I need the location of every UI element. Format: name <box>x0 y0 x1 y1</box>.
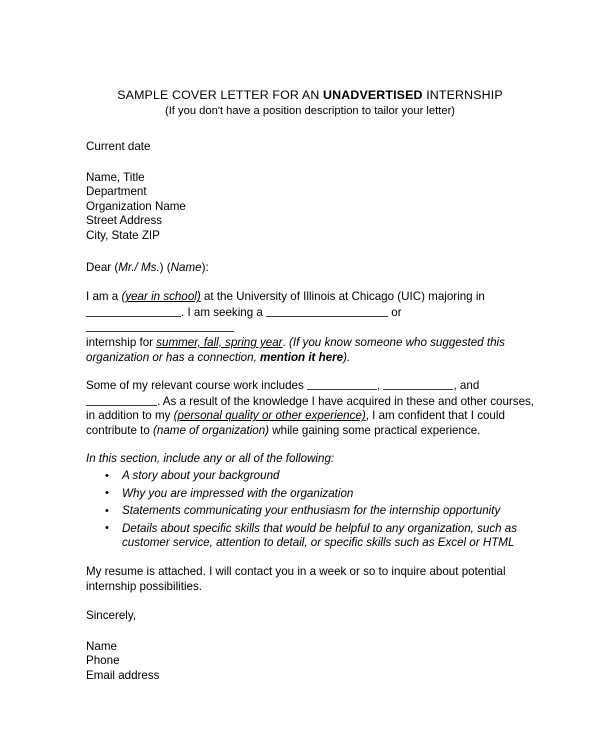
date-line: Current date <box>86 140 151 153</box>
document-title <box>84 88 536 103</box>
list-item: • Details about specific skills that would be helpful to any organization, such as customer service, attention to detail, or specific skills such as Excel or HTML <box>86 522 536 551</box>
salutation-line <box>86 261 536 276</box>
p2-segment-2: , <box>377 379 384 393</box>
list-item: • Statements communicating your enthusiasm for the internship opportunity <box>86 504 536 519</box>
p2-segment-6: while gaining some practical experience. <box>269 423 481 437</box>
p1-segment-3: . I am seeking a <box>181 305 267 319</box>
title-text-before-bold: SAMPLE COVER LETTER FOR AN <box>117 88 324 102</box>
list-item: • A story about your background <box>86 469 536 484</box>
paragraph-closing: My resume is attached. I will contact you in a week or so to inquire about potential internship possibilities. <box>86 565 506 593</box>
p1-parenthetical-open: (If you know someone who suggested this organization or has a connection, <box>86 335 505 364</box>
p2-blank-course-3[interactable] <box>86 394 157 406</box>
p1-segment-5: internship for <box>86 335 157 349</box>
p1-parenthetical-emphasis: mention it here <box>260 350 344 364</box>
section-intro-line: In this section, include any or all of the following: <box>86 451 335 465</box>
p2-blank-course-2[interactable] <box>383 378 453 390</box>
recipient-department: Department <box>86 185 147 199</box>
letter-body <box>86 88 536 684</box>
signature-email: Email address <box>86 669 160 683</box>
sign-off-line: Sincerely, <box>86 609 137 623</box>
title-text-after-bold: INTERNSHIP <box>422 88 503 102</box>
p1-blank-position-type-2[interactable] <box>86 320 234 332</box>
paragraph-coursework <box>86 378 536 438</box>
p2-segment-4: . As a result of the knowledge I have acquired in these and other courses, in addition to my <box>86 394 535 423</box>
p1-segment-6: . <box>282 335 289 349</box>
p1-segment-4: or <box>388 305 402 319</box>
signature-name: Name <box>86 639 117 653</box>
p1-segment-1: I am a <box>86 290 122 304</box>
paragraph-introduction <box>86 290 536 365</box>
p2-segment-5: , I am confident that I could contribute to <box>86 409 505 437</box>
p1-segment-2: at the University of Illinois at Chicago (UIC) majoring in <box>200 290 485 304</box>
signature-block <box>86 640 536 684</box>
salutation-paren-open-2: ( <box>166 260 171 274</box>
recipient-street-address: Street Address <box>86 214 163 228</box>
list-item: • Why you are impressed with the organization <box>86 487 536 502</box>
recipient-name-title: Name, Title <box>86 170 145 184</box>
salutation-paren-close-2: ): <box>201 260 209 274</box>
salutation-paren-open-1: ( <box>114 260 119 274</box>
p1-placeholder-term: summer, fall, spring year <box>156 335 283 349</box>
salutation-paren-close-1: ) <box>159 260 167 274</box>
p1-placeholder-year-in-school: (year in school) <box>121 290 201 304</box>
signature-phone: Phone <box>86 654 120 668</box>
p2-segment-3: , and <box>453 379 480 393</box>
p2-segment-1: Some of my relevant course work includes <box>86 379 308 393</box>
suggestion-bullet-list <box>86 469 536 551</box>
p1-parenthetical-close: ). <box>343 350 351 364</box>
p1-blank-major[interactable] <box>86 305 181 317</box>
recipient-city-state-zip: City, State ZIP <box>86 228 160 242</box>
recipient-address-block <box>86 171 536 244</box>
p2-placeholder-personal-quality: (personal quality or other experience) <box>173 409 366 423</box>
recipient-organization: Organization Name <box>86 199 186 213</box>
salutation-honorific-placeholder: Mr./ Ms. <box>118 260 160 274</box>
salutation-greeting: Dear <box>86 260 115 274</box>
salutation-name-placeholder: Name <box>170 260 202 274</box>
document-subtitle: (If you don't have a position description to tailor your letter) <box>164 105 456 117</box>
title-emphasis-unadvertised: UNADVERTISED <box>323 88 423 102</box>
p2-placeholder-organization-name: (name of organization) <box>153 423 270 437</box>
p1-blank-position-type-1[interactable] <box>266 305 388 317</box>
p2-blank-course-1[interactable] <box>307 378 377 390</box>
